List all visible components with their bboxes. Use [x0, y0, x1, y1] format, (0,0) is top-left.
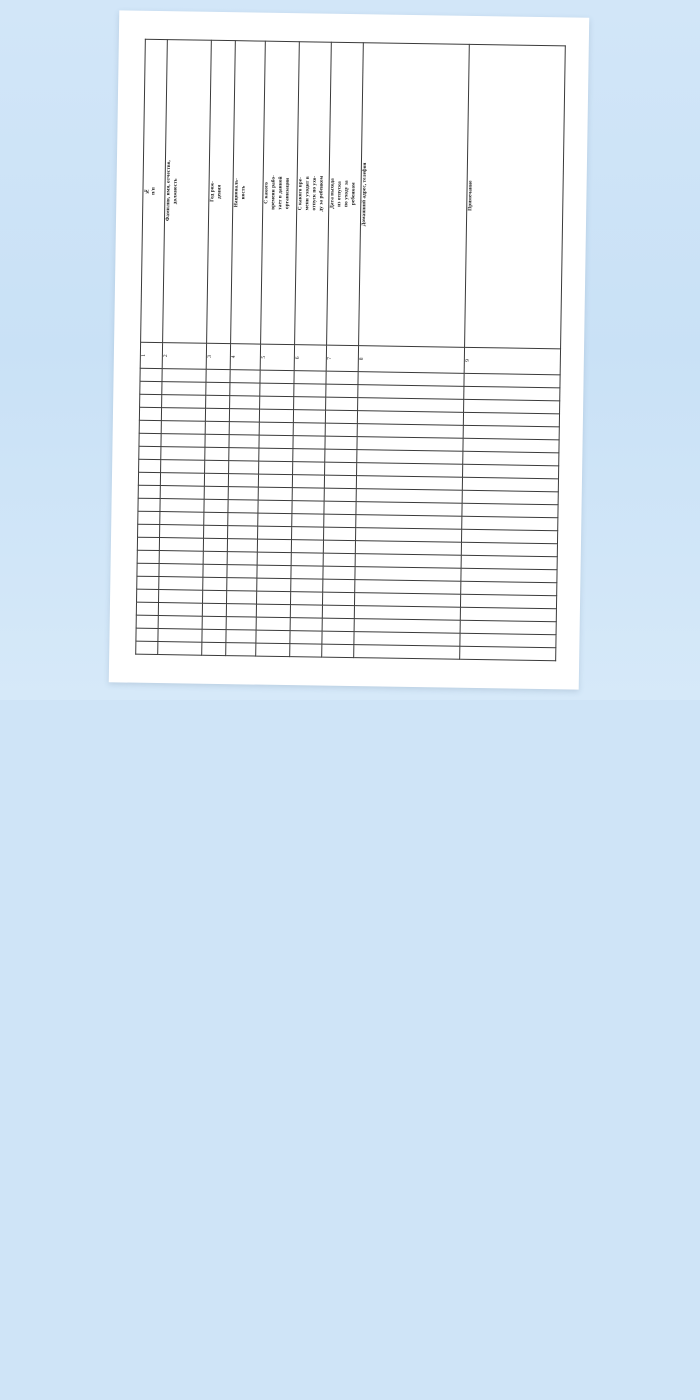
- table-cell[interactable]: [160, 525, 204, 539]
- column-number-7: [326, 345, 358, 371]
- table-cell[interactable]: [227, 539, 257, 552]
- table-cell[interactable]: [323, 566, 355, 580]
- table-cell[interactable]: [136, 641, 158, 654]
- table-cell[interactable]: [322, 644, 354, 658]
- table-cell[interactable]: [160, 512, 204, 526]
- table-cell[interactable]: [293, 410, 325, 424]
- table-cell[interactable]: [203, 551, 227, 564]
- paper-sheet: [109, 10, 589, 689]
- table-cell[interactable]: [136, 628, 158, 641]
- table-cell[interactable]: [259, 461, 293, 475]
- table-cell[interactable]: [290, 605, 322, 619]
- table-cell[interactable]: [205, 421, 229, 434]
- table-cell[interactable]: [324, 475, 356, 489]
- table-cell[interactable]: [258, 526, 292, 540]
- table-cell[interactable]: [227, 565, 257, 578]
- table-cell[interactable]: [204, 512, 228, 525]
- table-cell[interactable]: [325, 410, 357, 424]
- table-cell[interactable]: [139, 459, 161, 472]
- column-header-label: Националь- ность: [233, 177, 247, 207]
- table-cell[interactable]: [202, 642, 226, 655]
- table-cell[interactable]: [322, 618, 354, 632]
- table-cell[interactable]: [259, 409, 293, 423]
- table-cell[interactable]: [205, 460, 229, 473]
- column-header-label: Домашний адрес, телефон: [360, 162, 368, 227]
- table-cell[interactable]: [260, 383, 294, 397]
- table-cell[interactable]: [137, 537, 159, 550]
- column-number-4: [230, 344, 260, 370]
- table-cell[interactable]: [139, 446, 161, 459]
- table-cell[interactable]: [293, 423, 325, 437]
- table-cell[interactable]: [138, 524, 160, 537]
- column-header-2: [163, 40, 212, 344]
- table-cell[interactable]: [136, 602, 158, 615]
- table-cell[interactable]: [137, 576, 159, 589]
- table-cell[interactable]: [204, 499, 228, 512]
- table-cell[interactable]: [160, 473, 204, 487]
- table-cell[interactable]: [258, 500, 292, 514]
- column-header-6: [295, 42, 332, 345]
- table-cell[interactable]: [229, 422, 259, 435]
- table-cell[interactable]: [162, 369, 206, 383]
- column-header-4: [231, 41, 266, 344]
- column-header-label: № п/п: [143, 187, 157, 195]
- table-cell[interactable]: [162, 382, 206, 396]
- table-cell[interactable]: [158, 642, 202, 656]
- table-cell[interactable]: [206, 395, 230, 408]
- table-cell[interactable]: [257, 565, 291, 579]
- table-cell[interactable]: [203, 538, 227, 551]
- table-cell[interactable]: [294, 397, 326, 411]
- table-cell[interactable]: [323, 579, 355, 593]
- table-cell[interactable]: [258, 474, 292, 488]
- table-cell[interactable]: [158, 616, 202, 630]
- column-number-2: [162, 343, 206, 370]
- table-cell[interactable]: [205, 408, 229, 421]
- table-cell[interactable]: [290, 618, 322, 632]
- table-cell[interactable]: [290, 644, 322, 658]
- table-cell[interactable]: [260, 370, 294, 384]
- table-cell[interactable]: [140, 394, 162, 407]
- column-header-label: Год рож- дения: [209, 181, 223, 203]
- table-cell[interactable]: [257, 552, 291, 566]
- table-cell[interactable]: [256, 617, 290, 631]
- table-cell[interactable]: [159, 551, 203, 565]
- table-cell[interactable]: [325, 462, 357, 476]
- table-cell[interactable]: [202, 616, 226, 629]
- table-cell[interactable]: [159, 577, 203, 591]
- table-cell[interactable]: [227, 591, 257, 604]
- table-cell[interactable]: [228, 526, 258, 539]
- table-cell[interactable]: [325, 436, 357, 450]
- table-cell[interactable]: [138, 485, 160, 498]
- table-cell[interactable]: [229, 461, 259, 474]
- table-cell[interactable]: [228, 474, 258, 487]
- column-number-label: 4: [230, 355, 237, 359]
- table-header-row: [141, 39, 566, 349]
- table-cell[interactable]: [204, 473, 228, 486]
- column-header-label: Примечание: [467, 180, 474, 212]
- table-cell[interactable]: [256, 591, 290, 605]
- column-number-label: 5: [260, 355, 267, 359]
- table-cell[interactable]: [137, 589, 159, 602]
- table-cell[interactable]: [460, 646, 556, 661]
- table-cell[interactable]: [326, 397, 358, 411]
- table-cell[interactable]: [206, 382, 230, 395]
- column-number-6: [294, 345, 326, 371]
- table-cell[interactable]: [256, 643, 290, 657]
- column-number-label: 2: [162, 354, 169, 358]
- table-cell[interactable]: [258, 513, 292, 527]
- table-cell[interactable]: [202, 603, 226, 616]
- table-cell[interactable]: [161, 460, 205, 474]
- table-cell[interactable]: [325, 449, 357, 463]
- column-number-3: [206, 343, 230, 369]
- table-cell[interactable]: [204, 525, 228, 538]
- column-number-label: 7: [326, 356, 333, 360]
- table-cell[interactable]: [257, 539, 291, 553]
- table-cell[interactable]: [160, 486, 204, 500]
- table-cell[interactable]: [294, 371, 326, 385]
- table-cell[interactable]: [322, 605, 354, 619]
- table-cell[interactable]: [140, 381, 162, 394]
- table-cell[interactable]: [292, 488, 324, 502]
- table-cell[interactable]: [229, 448, 259, 461]
- column-number-label: 8: [358, 357, 365, 361]
- table-cell[interactable]: [293, 449, 325, 463]
- table-cell[interactable]: [138, 498, 160, 511]
- table-cell[interactable]: [203, 577, 227, 590]
- table-cell[interactable]: [230, 383, 260, 396]
- column-header-8: [359, 43, 470, 348]
- table-cell[interactable]: [226, 643, 256, 656]
- table-cell[interactable]: [291, 553, 323, 567]
- table-cell[interactable]: [159, 564, 203, 578]
- table-cell[interactable]: [293, 436, 325, 450]
- table-cell[interactable]: [227, 552, 257, 565]
- table-cell[interactable]: [228, 513, 258, 526]
- table-cell[interactable]: [158, 603, 202, 617]
- table-cell[interactable]: [326, 371, 358, 385]
- column-number-label: 6: [294, 356, 301, 360]
- table-cell[interactable]: [138, 472, 160, 485]
- table-cell[interactable]: [205, 434, 229, 447]
- column-number-label: 3: [206, 354, 213, 358]
- table-cell[interactable]: [290, 592, 322, 606]
- table-cell[interactable]: [140, 368, 162, 381]
- table-cell[interactable]: [258, 487, 292, 501]
- table-cell[interactable]: [323, 553, 355, 567]
- table-cell[interactable]: [136, 615, 158, 628]
- table-cell[interactable]: [257, 578, 291, 592]
- table-cell[interactable]: [324, 488, 356, 502]
- table-cell[interactable]: [322, 592, 354, 606]
- table-cell[interactable]: [291, 540, 323, 554]
- column-number-9: [464, 347, 560, 375]
- table-cell[interactable]: [256, 604, 290, 618]
- table-cell[interactable]: [230, 370, 260, 383]
- table-cell[interactable]: [203, 564, 227, 577]
- table-cell[interactable]: [160, 499, 204, 513]
- form-table-container: [135, 39, 565, 662]
- table-cell[interactable]: [259, 435, 293, 449]
- table-cell[interactable]: [294, 384, 326, 398]
- column-header-label: Дата выхода из отпуска по уходу за ребенком: [329, 178, 357, 210]
- table-cell[interactable]: [139, 433, 161, 446]
- table-cell[interactable]: [292, 527, 324, 541]
- column-number-5: [260, 344, 294, 371]
- table-cell[interactable]: [229, 409, 259, 422]
- table-cell[interactable]: [161, 408, 205, 422]
- table-cell[interactable]: [292, 501, 324, 515]
- column-header-9: [465, 44, 566, 348]
- table-cell[interactable]: [228, 487, 258, 500]
- column-number-label: 9: [464, 358, 471, 362]
- column-header-label: С какого вре- мени уходит в отпуск по ухо- ду за ребенком: [297, 175, 325, 212]
- table-cell[interactable]: [325, 423, 357, 437]
- table-cell[interactable]: [229, 435, 259, 448]
- table-cell[interactable]: [323, 540, 355, 554]
- table-cell[interactable]: [322, 631, 354, 645]
- table-cell[interactable]: [226, 604, 256, 617]
- table-cell[interactable]: [292, 514, 324, 528]
- column-number-8: [358, 346, 464, 374]
- table-cell[interactable]: [161, 434, 205, 448]
- table-cell[interactable]: [139, 420, 161, 433]
- table-cell[interactable]: [291, 579, 323, 593]
- table-cell[interactable]: [226, 630, 256, 643]
- table-cell[interactable]: [354, 645, 460, 660]
- column-header-label: С какого времени рабо- тает в данной организации: [263, 175, 291, 211]
- table-cell[interactable]: [227, 578, 257, 591]
- table-cell[interactable]: [137, 550, 159, 563]
- column-number-1: [140, 342, 162, 368]
- table-cell[interactable]: [138, 511, 160, 524]
- table-cell[interactable]: [259, 422, 293, 436]
- column-header-5: [261, 41, 300, 344]
- table-cell[interactable]: [205, 447, 229, 460]
- table-cell[interactable]: [158, 629, 202, 643]
- table-cell[interactable]: [256, 630, 290, 644]
- table-cell[interactable]: [230, 396, 260, 409]
- table-cell[interactable]: [204, 486, 228, 499]
- table-cell[interactable]: [326, 384, 358, 398]
- table-cell[interactable]: [292, 475, 324, 489]
- form-table: [135, 39, 566, 662]
- table-cell[interactable]: [139, 407, 161, 420]
- table-cell[interactable]: [162, 395, 206, 409]
- table-cell[interactable]: [324, 514, 356, 528]
- table-cell[interactable]: [324, 501, 356, 515]
- table-cell[interactable]: [226, 617, 256, 630]
- table-cell[interactable]: [161, 421, 205, 435]
- column-header-7: [327, 42, 364, 345]
- table-cell[interactable]: [293, 462, 325, 476]
- table-cell[interactable]: [137, 563, 159, 576]
- table-cell[interactable]: [324, 527, 356, 541]
- column-header-label: Фамилия, имя, отчество, должность: [164, 160, 179, 222]
- table-cell[interactable]: [203, 590, 227, 603]
- column-number-label: 1: [140, 353, 147, 357]
- table-cell[interactable]: [260, 396, 294, 410]
- table-cell[interactable]: [290, 631, 322, 645]
- table-cell[interactable]: [161, 447, 205, 461]
- table-cell[interactable]: [259, 448, 293, 462]
- table-cell[interactable]: [291, 566, 323, 580]
- table-cell[interactable]: [228, 500, 258, 513]
- table-cell[interactable]: [206, 369, 230, 382]
- table-cell[interactable]: [159, 538, 203, 552]
- table-cell[interactable]: [202, 629, 226, 642]
- table-cell[interactable]: [159, 590, 203, 604]
